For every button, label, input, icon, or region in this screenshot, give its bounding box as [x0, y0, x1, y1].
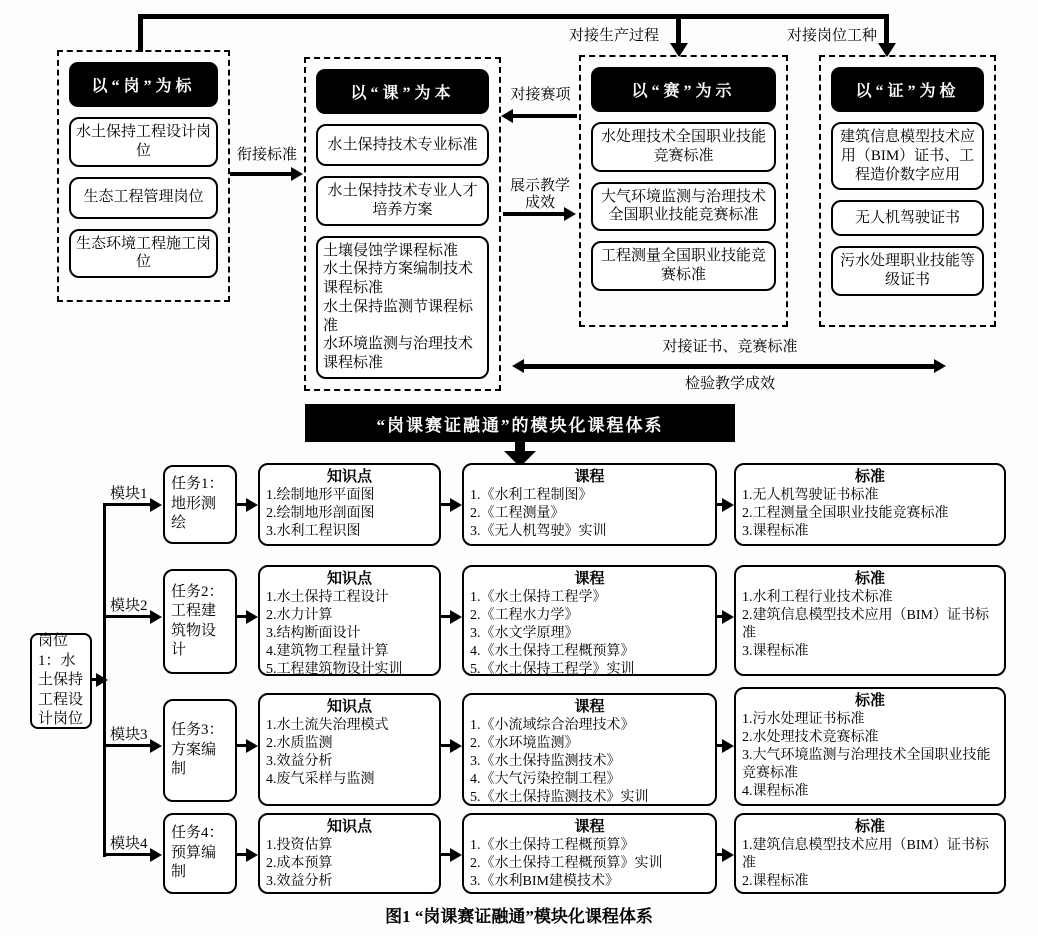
arrow-right-icon [150, 739, 162, 753]
list-line: 2.成本预算 [266, 855, 333, 871]
arrow-right-icon [246, 610, 258, 624]
list-line: 2.《水环境监测》 [470, 735, 579, 751]
knowledge-box [258, 813, 441, 894]
arrow-right-icon [722, 739, 734, 753]
connector-line [104, 503, 151, 506]
list-line: 1.污水处理证书标准 [742, 711, 865, 727]
banner-modular-curriculum: “岗课赛证融通”的模块化课程体系 [305, 404, 735, 442]
list-line: 水土保持监测节课程标准 [323, 298, 474, 334]
list-line: 3.结构断面设计 [266, 625, 361, 641]
list-line: 3.水利工程识图 [266, 523, 361, 539]
standard-list [742, 589, 998, 662]
connector-line [104, 615, 151, 618]
task-box: 任务3：方案编制 [163, 699, 237, 802]
label-cert-competition: 对接证书、竞赛标准 [662, 339, 798, 355]
column-competition [579, 55, 788, 327]
knowledge-list [266, 837, 433, 892]
course-standards-box [316, 236, 489, 380]
course-box: 水土保持技术专业人才培养方案 [316, 176, 489, 226]
arrow-right-icon [96, 673, 108, 687]
list-line: 3.《无人机驾驶》实训 [470, 523, 607, 539]
connector-line [230, 172, 292, 176]
course-title: 课程 [574, 468, 605, 485]
list-line: 1.水利工程行业技术标准 [742, 589, 893, 605]
connector-line [524, 364, 936, 369]
column-course-header: 以“课”为本 [316, 69, 489, 114]
label-post-type: 对接岗位工种 [786, 28, 877, 44]
list-line: 3.课程标准 [742, 523, 809, 539]
module-label: 模块3 [110, 727, 148, 743]
arrow-right-icon [722, 498, 734, 512]
list-line: 4.《水土保持工程概预算》 [470, 644, 635, 660]
arrow-right-icon [450, 739, 462, 753]
list-line: 2.《工程测量》 [470, 505, 565, 521]
list-line: 3.课程标准 [742, 644, 809, 660]
arrow-right-icon [150, 610, 162, 624]
task-box: 任务1：地形测绘 [163, 465, 237, 544]
task-box: 任务2：工程建筑物设计 [163, 569, 237, 674]
list-line: 土壤侵蚀学课程标准 [323, 242, 459, 259]
competition-box: 水处理技术全国职业技能竞赛标准 [591, 122, 776, 172]
label-competition-item: 对接赛项 [510, 87, 571, 103]
certificate-box: 建筑信息模型技术应用（BIM）证书、工程造价数字应用 [831, 122, 984, 190]
list-line: 水土保持方案编制技术课程标准 [323, 261, 474, 297]
list-line: 1.《小流域综合治理技术》 [470, 717, 635, 733]
list-line: 2.水力计算 [266, 607, 333, 623]
knowledge-box [258, 565, 441, 676]
knowledge-title: 知识点 [326, 570, 372, 587]
connector-line [503, 212, 565, 216]
standard-title: 标准 [854, 570, 885, 587]
list-line: 4.废气采样与监测 [266, 772, 375, 788]
list-line: 3.《水文学原理》 [470, 625, 579, 641]
list-line: 3.《水土保持监测技术》 [470, 753, 621, 769]
course-box [462, 565, 717, 676]
list-line: 4.课程标准 [742, 784, 809, 800]
competition-box: 大气环境监测与治理技术全国职业技能竞赛标准 [591, 182, 776, 232]
post-box: 生态环境工程施工岗位 [69, 229, 218, 279]
list-line: 1.《水利工程制图》 [470, 487, 593, 503]
connector-line [513, 114, 577, 118]
course-box [462, 813, 717, 894]
list-line: 2.水质监测 [266, 735, 333, 751]
connector-line [138, 14, 889, 19]
knowledge-list [266, 487, 433, 542]
connector-line [103, 503, 106, 857]
arrow-right-icon [450, 498, 462, 512]
knowledge-title: 知识点 [326, 818, 372, 835]
knowledge-box [258, 693, 441, 806]
list-line: 4.建筑物工程量计算 [266, 644, 389, 660]
list-line: 1.水土保持工程设计 [266, 589, 389, 605]
label-check-effect: 检验教学成效 [684, 376, 775, 392]
certificate-box: 无人机驾驶证书 [831, 200, 984, 236]
list-line: 1.投资估算 [266, 837, 333, 853]
standard-list [742, 837, 998, 892]
list-line: 2.水处理技术竞赛标准 [742, 729, 879, 745]
arrow-right-icon [934, 359, 946, 373]
arrow-left-icon [501, 109, 513, 123]
list-line: 2.绘制地形剖面图 [266, 505, 375, 521]
standard-box [734, 463, 1006, 546]
list-line: 1.《水土保持工程学》 [470, 589, 607, 605]
list-line: 4.《大气污染控制工程》 [470, 772, 621, 788]
column-course [304, 57, 501, 391]
position-box: 岗位1：水土保持工程设计岗位 [30, 633, 92, 729]
connector-line [515, 442, 525, 451]
course-box [462, 693, 717, 806]
list-line: 1.建筑信息模型技术应用（BIM）证书标准 [742, 837, 989, 871]
list-line: 1.《水土保持工程概预算》 [470, 837, 635, 853]
column-certificate [819, 55, 996, 327]
standard-box [734, 687, 1006, 806]
post-box: 生态工程管理岗位 [69, 177, 218, 219]
list-line: 5.工程建筑物设计实训 [266, 662, 403, 678]
course-box: 水土保持技术专业标准 [316, 124, 489, 166]
competition-box: 工程测量全国职业技能竞赛标准 [591, 241, 776, 291]
course-list [470, 589, 709, 680]
column-certificate-header: 以“证”为检 [831, 67, 984, 112]
standard-title: 标准 [854, 468, 885, 485]
arrow-right-icon [564, 207, 576, 221]
arrow-left-icon [512, 359, 524, 373]
module-label: 模块2 [110, 598, 148, 614]
standard-box [734, 565, 1006, 676]
list-line: 1.水土流失治理模式 [266, 717, 389, 733]
list-line: 1.无人机驾驶证书标准 [742, 487, 879, 503]
list-line: 2.《水土保持工程概预算》实训 [470, 855, 663, 871]
knowledge-box [258, 463, 441, 546]
arrow-right-icon [450, 848, 462, 862]
post-box: 水土保持工程设计岗位 [69, 117, 218, 167]
column-post [57, 50, 230, 302]
connector-line [104, 744, 151, 747]
column-post-header: 以“岗”为标 [69, 62, 218, 107]
connector-line [104, 853, 151, 856]
course-list [470, 717, 709, 808]
list-line: 5.《水土保持监测技术》实训 [470, 790, 649, 806]
course-title: 课程 [574, 818, 605, 835]
figure-caption: 图1 “岗课赛证融通”模块化课程体系 [385, 907, 653, 926]
course-list [470, 487, 709, 542]
label-show-effect: 展示教学成效 [509, 178, 570, 212]
list-line: 3.《水利BIM建模技术》 [470, 873, 619, 889]
standard-list [742, 487, 998, 542]
standard-list [742, 711, 998, 802]
knowledge-title: 知识点 [326, 468, 372, 485]
list-line: 2.课程标准 [742, 873, 809, 889]
list-line: 3.效益分析 [266, 873, 333, 889]
course-box [462, 463, 717, 546]
course-title: 课程 [574, 698, 605, 715]
task-box: 任务4：预算编制 [163, 813, 237, 894]
list-line: 2.建筑信息模型技术应用（BIM）证书标准 [742, 607, 989, 641]
arrow-right-icon [246, 848, 258, 862]
arrow-right-icon [722, 848, 734, 862]
list-line: 水环境监测与治理技术课程标准 [323, 336, 474, 372]
arrow-right-icon [150, 848, 162, 862]
knowledge-list [266, 589, 433, 680]
knowledge-list [266, 717, 433, 790]
course-title: 课程 [574, 570, 605, 587]
arrow-right-icon [246, 498, 258, 512]
module-label: 模块4 [110, 836, 148, 852]
standard-box [734, 813, 1006, 894]
label-bridge-standard: 衔接标准 [236, 147, 297, 163]
connector-line [676, 14, 681, 45]
arrow-right-icon [246, 739, 258, 753]
arrow-right-icon [450, 610, 462, 624]
label-production-process: 对接生产过程 [568, 28, 659, 44]
list-line: 1.绘制地形平面图 [266, 487, 375, 503]
list-line: 2.工程测量全国职业技能竞赛标准 [742, 505, 949, 521]
arrow-right-icon [291, 167, 303, 181]
arrow-right-icon [150, 498, 162, 512]
standard-title: 标准 [854, 692, 885, 709]
standard-title: 标准 [854, 818, 885, 835]
connector-line [138, 14, 143, 52]
knowledge-title: 知识点 [326, 698, 372, 715]
column-competition-header: 以“赛”为示 [591, 67, 776, 112]
arrow-right-icon [722, 610, 734, 624]
list-line: 5.《水土保持工程学》实训 [470, 662, 635, 678]
list-line: 3.大气环境监测与治理技术全国职业技能竞赛标准 [742, 747, 991, 782]
certificate-box: 污水处理职业技能等级证书 [831, 246, 984, 296]
module-label: 模块1 [110, 486, 148, 502]
list-line: 3.效益分析 [266, 753, 333, 769]
list-line: 2.《工程水力学》 [470, 607, 579, 623]
course-list [470, 837, 709, 892]
